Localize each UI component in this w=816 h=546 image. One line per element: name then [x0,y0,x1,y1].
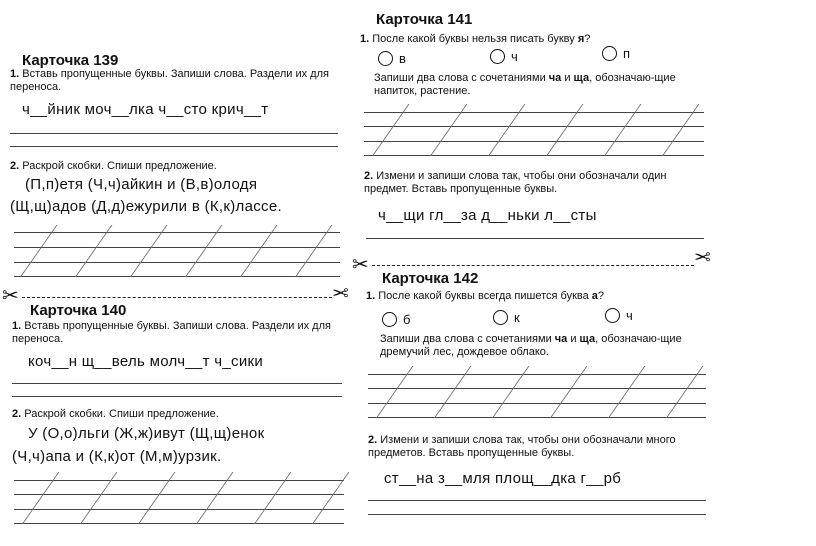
writing-line [14,276,340,277]
option-p[interactable] [602,46,630,61]
radio-circle[interactable] [493,310,508,325]
card139-sentence-line2: (Щ,щ)адов (Д,д)ежурили в (К,к)лассе. [10,198,282,215]
card139-task2 [10,160,360,173]
card140-title: Карточка 140 [30,302,127,319]
writing-line [368,500,706,501]
option-ch[interactable] [490,49,518,64]
card139-sentence-line1: (П,п)етя (Ч,ч)айкин и (В,в)олодя [25,176,258,193]
task-text: Запиши два слова с сочетаниями [380,333,555,345]
scissors-icon: ✂ [352,254,369,276]
task-text: и [567,333,580,345]
card141-task2 [364,170,709,196]
writing-line [364,112,704,113]
option-label: ч [626,308,633,323]
task-number: 2. [10,160,20,172]
writing-line [366,238,704,239]
option-label: ч [511,49,518,64]
task-text: После какой буквы нельзя писать букву [372,33,578,45]
task-text: Запиши два слова с сочетаниями [374,72,549,84]
writing-line [364,141,704,142]
combo-cha: ча [554,333,568,345]
writing-line [368,514,706,515]
writing-line [14,262,340,263]
card141-task1 [360,33,720,46]
scissors-icon: ✂ [694,247,711,269]
writing-line [368,388,706,389]
option-label: в [399,51,406,66]
task-text: После какой буквы всегда пишется буква [378,290,592,302]
task-text: и [561,72,574,84]
radio-circle[interactable] [378,51,393,66]
radio-circle[interactable] [602,46,617,61]
option-k[interactable] [493,310,520,325]
card140-task1 [12,320,362,346]
writing-line [368,374,706,375]
option-label: б [403,312,411,327]
writing-line [10,133,338,134]
letter-highlight: я [577,33,585,45]
task-number: 2. [12,408,22,420]
writing-line [14,247,340,248]
card139-words: ч__йник моч__лка ч__сто крич__т [22,101,269,118]
letter-highlight: а [591,290,598,302]
writing-line [12,396,342,397]
task-text: Вставь пропущенные буквы. Запиши слова. Раздели их для переноса. [10,68,329,93]
writing-line [14,523,344,524]
card141-title: Карточка 141 [376,11,473,28]
writing-line [14,232,340,233]
card142-words: ст__на з__мля площ__дка г__рб [384,470,622,487]
card142-task2 [368,434,713,460]
card139-title: Карточка 139 [22,52,119,69]
combo-shcha: ща [573,72,590,84]
card140-words: коч__н щ__вель молч__т ч_сики [28,353,264,370]
radio-circle[interactable] [382,312,397,327]
task-text: Измени и запиши слова так, чтобы они обозначали один предмет. Вставь пропущенные буквы. [364,170,667,195]
task-number: 1. [12,320,22,332]
card142-title: Карточка 142 [382,270,479,287]
cut-line [372,265,694,266]
task-number: 1. [360,33,370,45]
task-number: 2. [364,170,374,182]
writing-line [364,155,704,156]
writing-line [10,146,338,147]
writing-line [364,126,704,127]
option-label: п [623,46,631,61]
option-label: к [514,310,520,325]
task-text: Раскрой скобки. Спиши предложение. [22,160,217,172]
task-text-end: ? [597,290,605,302]
scissors-icon: ✂ [2,285,19,307]
writing-line [368,403,706,404]
card140-task2 [12,408,362,421]
card140-sentence-line2: (Ч,ч)апа и (К,к)от (М,м)урзик. [12,448,222,465]
option-b[interactable] [382,312,410,327]
card141-words: ч__щи гл__за д__ньки л__сты [378,207,597,224]
radio-circle[interactable] [605,308,620,323]
task-number: 2. [368,434,378,446]
radio-circle[interactable] [490,49,505,64]
task-text-end: ? [584,33,591,45]
writing-line [14,509,344,510]
writing-line [14,494,344,495]
writing-line [368,417,706,418]
task-number: 1. [10,68,20,80]
option-v[interactable] [378,51,406,66]
combo-cha: ча [548,72,562,84]
writing-line [12,383,342,384]
task-text: , обозначаю-щие напиток, растение. [374,72,676,97]
card142-task1-sub [380,333,710,359]
writing-line [14,480,344,481]
task-text: Раскрой скобки. Спиши предложение. [24,408,219,420]
option-ch[interactable] [605,308,633,323]
task-text: Вставь пропущенные буквы. Запиши слова. Раздели их для переноса. [12,320,331,345]
card140-sentence-line1: У (О,о)льги (Ж,ж)ивут (Щ,щ)енок [28,425,265,442]
card139-task1 [10,68,360,94]
card141-task1-sub [374,72,704,98]
task-text: , обозначаю-щие дремучий лес, дождевое облако. [380,333,682,358]
card142-task1 [366,290,716,303]
task-number: 1. [366,290,376,302]
task-text: Измени и запиши слова так, чтобы они обозначали много предметов. Вставь пропущенные буквы. [368,434,676,459]
combo-shcha: ща [579,333,596,345]
scissors-icon: ✂ [332,283,349,305]
cut-line [22,297,332,298]
